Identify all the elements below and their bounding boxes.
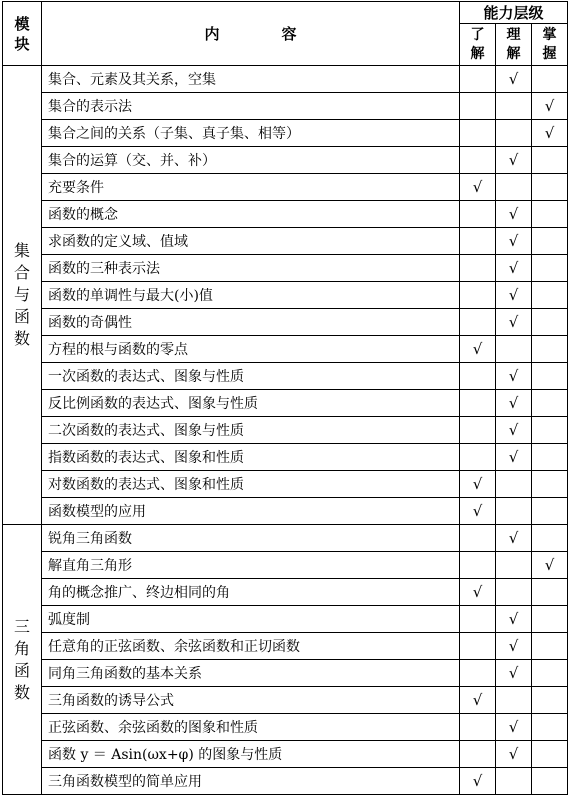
check-mark: √ — [508, 313, 519, 331]
module-name — [3, 525, 42, 795]
level-master-cell — [532, 498, 568, 525]
check-mark: √ — [544, 556, 555, 574]
level-comprehend-cell — [496, 471, 532, 498]
check-mark: √ — [508, 70, 519, 88]
check-mark: √ — [544, 124, 555, 142]
level-understand-cell — [460, 282, 496, 309]
module-name-char: 函 — [13, 307, 30, 326]
level-master-cell — [532, 282, 568, 309]
level-comprehend-cell — [496, 660, 532, 687]
table-row — [3, 417, 568, 444]
row-content: 三角函数模型的简单应用 — [42, 768, 460, 795]
level-comprehend-cell — [496, 120, 532, 147]
level-understand-cell — [460, 66, 496, 93]
check-mark: √ — [508, 367, 519, 385]
module-header-char: 模 — [14, 14, 30, 33]
level-master-cell — [532, 228, 568, 255]
row-content: 函数的概念 — [42, 201, 460, 228]
check-mark: √ — [508, 232, 519, 250]
level-comprehend-cell — [496, 174, 532, 201]
row-content: 函数的奇偶性 — [42, 309, 460, 336]
level-understand-cell — [460, 552, 496, 579]
level-master-cell — [532, 201, 568, 228]
level-comprehend-cell — [496, 606, 532, 633]
level-comprehend-cell — [496, 579, 532, 606]
check-mark: √ — [508, 151, 519, 169]
row-content: 弧度制 — [42, 606, 460, 633]
level-understand-cell — [460, 768, 496, 795]
row-content: 求函数的定义域、值域 — [42, 228, 460, 255]
level-master-cell — [532, 444, 568, 471]
table-row — [3, 66, 568, 93]
ability-level-table — [2, 1, 568, 795]
module-header — [3, 2, 42, 66]
level-comprehend-cell — [496, 633, 532, 660]
check-mark: √ — [544, 97, 555, 115]
level-comprehend-cell — [496, 255, 532, 282]
table-row — [3, 471, 568, 498]
check-mark: √ — [472, 340, 483, 358]
level-understand-cell — [460, 579, 496, 606]
level-header-char: 解 — [506, 45, 521, 62]
level-header-char: 握 — [542, 45, 557, 62]
row-content: 角的概念推广、终边相同的角 — [42, 579, 460, 606]
level-master-cell — [532, 390, 568, 417]
level-master-cell — [532, 552, 568, 579]
row-content: 指数函数的表达式、图象和性质 — [42, 444, 460, 471]
row-content: 解直角三角形 — [42, 552, 460, 579]
level-master-cell — [532, 174, 568, 201]
level-understand-header — [460, 24, 496, 66]
level-master-cell — [532, 336, 568, 363]
module-name-char: 角 — [13, 638, 30, 658]
table-row — [3, 120, 568, 147]
level-comprehend-cell — [496, 228, 532, 255]
level-understand-cell — [460, 93, 496, 120]
table-row — [3, 660, 568, 687]
table-row — [3, 579, 568, 606]
level-understand-cell — [460, 255, 496, 282]
level-master-cell — [532, 417, 568, 444]
level-master-cell — [532, 714, 568, 741]
level-master-cell — [532, 525, 568, 552]
row-content: 一次函数的表达式、图象与性质 — [42, 363, 460, 390]
level-understand-cell — [460, 633, 496, 660]
check-mark: √ — [472, 583, 483, 601]
level-header-char: 掌 — [542, 26, 557, 43]
level-comprehend-cell — [496, 93, 532, 120]
level-master-cell — [532, 147, 568, 174]
module-name-char: 三 — [13, 616, 30, 636]
level-master-cell — [532, 471, 568, 498]
table-row — [3, 390, 568, 417]
row-content: 充要条件 — [42, 174, 460, 201]
level-master-cell — [532, 363, 568, 390]
table-row — [3, 444, 568, 471]
row-content: 对数函数的表达式、图象和性质 — [42, 471, 460, 498]
level-comprehend-cell — [496, 363, 532, 390]
row-content: 任意角的正弦函数、余弦函数和正切函数 — [42, 633, 460, 660]
level-header-char: 了 — [470, 26, 485, 43]
table-row — [3, 687, 568, 714]
module-name — [3, 66, 42, 525]
check-mark: √ — [508, 529, 519, 547]
check-mark: √ — [472, 475, 483, 493]
check-mark: √ — [508, 259, 519, 277]
row-content: 函数 y ＝ Asin(ωx+φ) 的图象与性质 — [42, 741, 460, 768]
level-understand-cell — [460, 687, 496, 714]
module-name-char: 函 — [13, 660, 30, 680]
level-understand-cell — [460, 498, 496, 525]
level-understand-cell — [460, 471, 496, 498]
level-understand-cell — [460, 201, 496, 228]
content-header — [42, 2, 460, 66]
row-content: 二次函数的表达式、图象与性质 — [42, 417, 460, 444]
level-comprehend-cell — [496, 768, 532, 795]
row-content: 锐角三角函数 — [42, 525, 460, 552]
table-row — [3, 282, 568, 309]
check-mark: √ — [508, 664, 519, 682]
row-content: 集合的运算（交、并、补） — [42, 147, 460, 174]
table-row — [3, 498, 568, 525]
check-mark: √ — [508, 637, 519, 655]
table-row — [3, 525, 568, 552]
check-mark: √ — [508, 745, 519, 763]
module-name-char: 集 — [13, 241, 30, 260]
level-understand-cell — [460, 147, 496, 174]
row-content: 三角函数的诱导公式 — [42, 687, 460, 714]
row-content: 集合之间的关系（子集、真子集、相等） — [42, 120, 460, 147]
check-mark: √ — [508, 205, 519, 223]
level-understand-cell — [460, 120, 496, 147]
level-understand-cell — [460, 336, 496, 363]
level-comprehend-cell — [496, 390, 532, 417]
row-content: 反比例函数的表达式、图象与性质 — [42, 390, 460, 417]
row-content: 函数的三种表示法 — [42, 255, 460, 282]
level-master-header — [532, 24, 568, 66]
level-understand-cell — [460, 714, 496, 741]
level-understand-cell — [460, 174, 496, 201]
row-content: 集合的表示法 — [42, 93, 460, 120]
level-header-char: 解 — [470, 45, 485, 62]
check-mark: √ — [508, 448, 519, 466]
table-row — [3, 93, 568, 120]
check-mark: √ — [472, 772, 483, 790]
table-body — [3, 66, 568, 795]
table-row — [3, 714, 568, 741]
level-comprehend-cell — [496, 201, 532, 228]
table-row — [3, 228, 568, 255]
level-understand-cell — [460, 525, 496, 552]
level-understand-cell — [460, 228, 496, 255]
level-master-cell — [532, 687, 568, 714]
check-mark: √ — [508, 394, 519, 412]
ability-level-header: 能力层级 — [460, 2, 568, 24]
level-comprehend-cell — [496, 444, 532, 471]
level-master-cell — [532, 768, 568, 795]
level-understand-cell — [460, 741, 496, 768]
module-name-char: 与 — [13, 285, 30, 304]
level-header-char: 理 — [506, 26, 521, 43]
table-row — [3, 201, 568, 228]
table-row — [3, 174, 568, 201]
check-mark: √ — [472, 178, 483, 196]
level-understand-cell — [460, 606, 496, 633]
row-content: 集合、元素及其关系，空集 — [42, 66, 460, 93]
content-header-char: 容 — [281, 25, 297, 43]
table-row — [3, 606, 568, 633]
check-mark: √ — [508, 718, 519, 736]
level-understand-cell — [460, 390, 496, 417]
level-understand-cell — [460, 444, 496, 471]
level-comprehend-cell — [496, 282, 532, 309]
table-row — [3, 633, 568, 660]
level-comprehend-cell — [496, 714, 532, 741]
table-row — [3, 336, 568, 363]
level-comprehend-cell — [496, 336, 532, 363]
level-comprehend-cell — [496, 498, 532, 525]
level-comprehend-cell — [496, 741, 532, 768]
check-mark: √ — [472, 502, 483, 520]
level-master-cell — [532, 660, 568, 687]
level-master-cell — [532, 633, 568, 660]
row-content: 函数模型的应用 — [42, 498, 460, 525]
table-row — [3, 552, 568, 579]
table-row — [3, 255, 568, 282]
level-understand-cell — [460, 660, 496, 687]
table-row — [3, 309, 568, 336]
table-row — [3, 741, 568, 768]
level-comprehend-cell — [496, 525, 532, 552]
row-content: 同角三角函数的基本关系 — [42, 660, 460, 687]
level-understand-cell — [460, 417, 496, 444]
check-mark: √ — [472, 691, 483, 709]
content-header-char: 内 — [204, 25, 220, 43]
level-understand-cell — [460, 363, 496, 390]
module-header-char: 块 — [14, 34, 30, 53]
level-understand-cell — [460, 309, 496, 336]
level-master-cell — [532, 741, 568, 768]
level-comprehend-cell — [496, 66, 532, 93]
check-mark: √ — [508, 421, 519, 439]
table-row — [3, 768, 568, 795]
level-comprehend-cell — [496, 417, 532, 444]
level-comprehend-cell — [496, 687, 532, 714]
level-master-cell — [532, 93, 568, 120]
check-mark: √ — [508, 286, 519, 304]
module-name-char: 数 — [13, 329, 30, 348]
level-master-cell — [532, 66, 568, 93]
level-master-cell — [532, 309, 568, 336]
level-comprehend-header — [496, 24, 532, 66]
level-master-cell — [532, 120, 568, 147]
check-mark: √ — [508, 610, 519, 628]
level-comprehend-cell — [496, 552, 532, 579]
level-comprehend-cell — [496, 147, 532, 174]
level-master-cell — [532, 579, 568, 606]
module-name-char: 合 — [13, 263, 30, 282]
module-name-char: 数 — [13, 682, 30, 702]
row-content: 函数的单调性与最大(小)值 — [42, 282, 460, 309]
level-master-cell — [532, 255, 568, 282]
level-comprehend-cell — [496, 309, 532, 336]
row-content: 正弦函数、余弦函数的图象和性质 — [42, 714, 460, 741]
table-row — [3, 147, 568, 174]
table-row — [3, 363, 568, 390]
level-master-cell — [532, 606, 568, 633]
row-content: 方程的根与函数的零点 — [42, 336, 460, 363]
